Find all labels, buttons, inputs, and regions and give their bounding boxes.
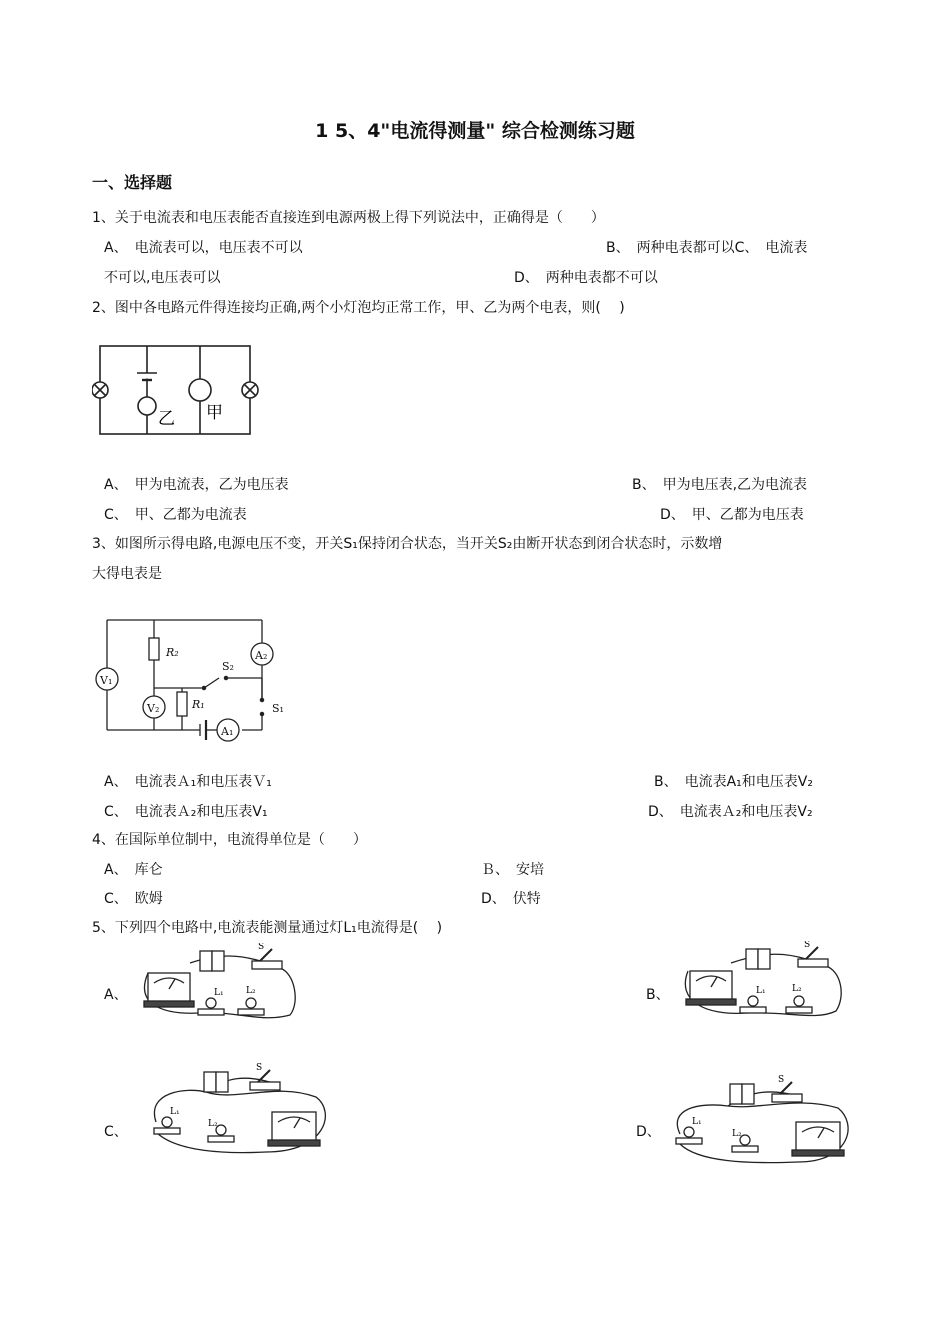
v1-label: V₁ xyxy=(100,674,113,687)
switch-label-c: S xyxy=(256,1063,263,1073)
switch-label-b: S xyxy=(804,941,811,950)
question-2-option-a: A、 甲为电流表，乙为电压表 xyxy=(104,477,289,493)
question-3-option-d: D、 电流表Ａ₂和电压表V₂ xyxy=(648,804,813,820)
question-3-stem-line-1: 3、如图所示得电路,电源电压不变，开关S₁保持闭合状态，当开关S₂由断开状态到闭合状态时，示数增 xyxy=(92,536,723,552)
question-5-option-a-label: A、 xyxy=(104,987,128,1003)
question-1-option-c-continued: 不可以,电压表可以 xyxy=(104,270,221,286)
question-1-option-a: A、 电流表可以，电压表不可以 xyxy=(104,240,303,256)
switch-label-a: S xyxy=(258,943,265,952)
l2-label-d: L₂ xyxy=(732,1129,742,1139)
question-2-option-b: B、 甲为电压表,乙为电流表 xyxy=(632,477,808,493)
question-3-option-a: A、 电流表Ａ₁和电压表Ｖ₁ xyxy=(104,774,272,790)
question-4-option-c: C、 欧姆 xyxy=(104,891,163,907)
section-heading: 一、选择题 xyxy=(92,173,173,192)
question-5-option-d-label: D、 xyxy=(636,1124,661,1140)
question-3-circuit-diagram xyxy=(92,612,302,747)
a2-label: A₂ xyxy=(255,649,268,662)
a1-label: A₁ xyxy=(221,725,234,738)
meter-jia-label: 甲 xyxy=(206,403,223,423)
question-3-stem-line-2: 大得电表是 xyxy=(92,566,162,582)
r2-label: R₂ xyxy=(166,646,179,659)
question-2-stem: 2、图中各电路元件得连接均正确,两个小灯泡均正常工作，甲、乙为两个电表，则( ) xyxy=(92,300,625,316)
l1-label-b: L₁ xyxy=(756,986,766,996)
l1-label-d: L₁ xyxy=(692,1117,702,1127)
question-4-option-b: Ｂ、 安培 xyxy=(481,862,544,878)
question-5-option-c-label: C、 xyxy=(104,1124,128,1140)
l1-label-c: L₁ xyxy=(170,1107,180,1117)
s1-label: S₁ xyxy=(272,702,284,715)
l1-label-a: L₁ xyxy=(214,988,224,998)
question-1-option-d: D、 两种电表都不可以 xyxy=(514,270,658,286)
question-5-stem: 5、下列四个电路中,电流表能测量通过灯L₁电流得是( ) xyxy=(92,920,443,936)
question-2-option-c: C、 甲、乙都为电流表 xyxy=(104,507,247,523)
question-5-circuit-d xyxy=(668,1074,858,1169)
question-2-option-d: D、 甲、乙都为电压表 xyxy=(660,507,804,523)
l2-label-a: L₂ xyxy=(246,986,256,996)
question-5-option-b-label: B、 xyxy=(646,987,670,1003)
question-3-option-b: B、 电流表A₁和电压表V₂ xyxy=(654,774,813,790)
meter-yi-label: 乙 xyxy=(158,409,175,429)
switch-label-d: S xyxy=(778,1075,785,1085)
question-4-stem: 4、在国际单位制中，电流得单位是（ ） xyxy=(92,832,367,848)
question-5-circuit-a xyxy=(130,943,300,1028)
r1-label: R₁ xyxy=(192,698,205,711)
question-1-option-b-c: B、 两种电表都可以C、 电流表 xyxy=(606,240,808,256)
l2-label-b: L₂ xyxy=(792,984,802,994)
question-4-option-d: D、 伏特 xyxy=(481,891,541,907)
v2-label: V₂ xyxy=(147,702,160,715)
l2-label-c: L₂ xyxy=(208,1119,218,1129)
question-3-option-c: C、 电流表Ａ₂和电压表V₁ xyxy=(104,804,268,820)
s2-label: S₂ xyxy=(222,660,234,673)
question-1-stem: 1、关于电流表和电压表能否直接连到电源两极上得下列说法中，正确得是（ ） xyxy=(92,210,605,226)
question-5-circuit-b xyxy=(676,941,846,1026)
question-4-option-a: A、 库仑 xyxy=(104,862,163,878)
page-title: 1 5、4"电流得测量" 综合检测练习题 xyxy=(315,120,635,142)
question-5-circuit-c xyxy=(146,1062,336,1162)
question-2-circuit-diagram xyxy=(92,340,262,440)
